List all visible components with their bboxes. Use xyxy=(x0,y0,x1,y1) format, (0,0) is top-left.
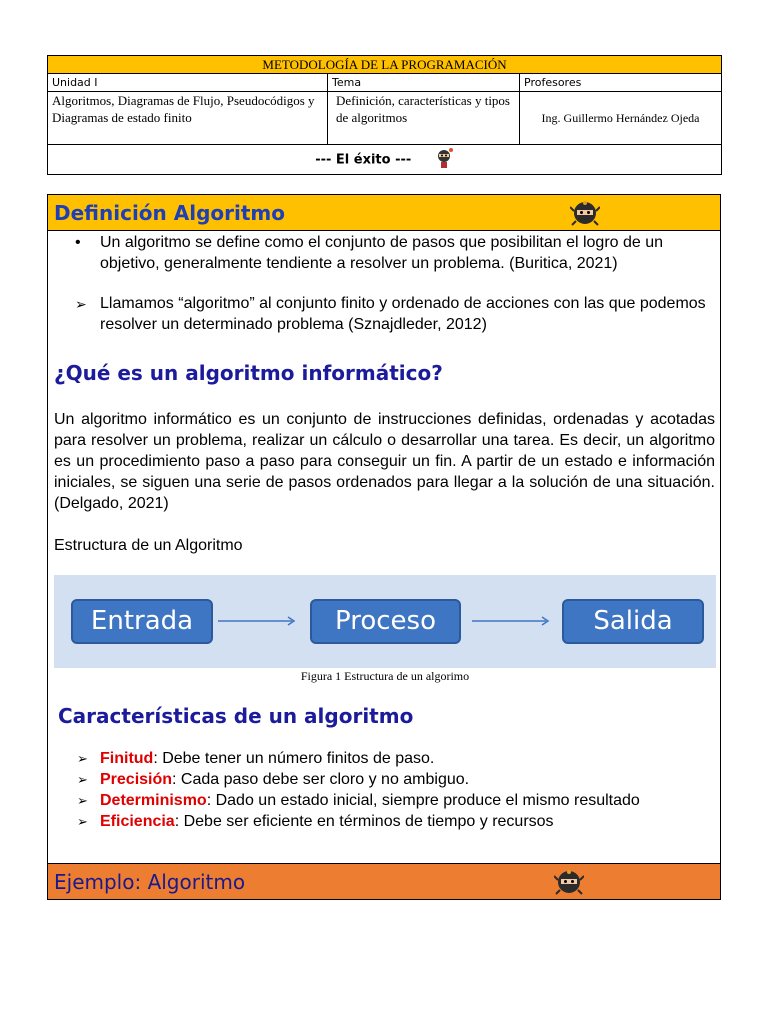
characteristic-term: Finitud xyxy=(100,750,154,767)
arrow-bullet-icon: ➢ xyxy=(77,751,88,766)
characteristic-term: Precisión xyxy=(100,771,173,788)
informatic-paragraph: Un algoritmo informático es un conjunto de instrucciones definidas, ordenadas y acotadas para resolver un problema, realizar un cálculo o desarrollar una tarea. Es decir, un algoritmo es un procedimiento paso a paso para conseguir un fin. A partir de un estado e información iniciales, se siguen una serie de pasos ordenados para llegar a la solución de una situación. (Delgado, 2021) xyxy=(54,411,715,512)
header-table xyxy=(47,55,722,175)
teachers-value: Ing. Guillermo Hernández Ojeda xyxy=(520,92,722,145)
characteristic-item xyxy=(100,748,434,769)
definition-bullet-1: Un algoritmo se define como el conjunto de pasos que posibilitan el logro de un objetivo, generalmente tendiente a resolver un problema. (Buritica, 2021) xyxy=(100,234,664,272)
definition-bullet-2: Llamamos “algoritmo” al conjunto finito y ordenado de acciones con las que podemos resolver un determinado problema (Sznajdleder, 2012) xyxy=(100,295,706,333)
ninja-mascot-icon xyxy=(436,147,454,173)
output-box: Salida xyxy=(562,599,704,644)
motto-text: --- El éxito --- xyxy=(315,152,412,167)
section-informatic-title: ¿Qué es un algoritmo informático? xyxy=(54,361,443,385)
process-box: Proceso xyxy=(310,599,461,644)
structure-label: Estructura de un Algoritmo xyxy=(54,537,243,554)
unit-value: Algoritmos, Diagramas de Flujo, Pseudocódigos y Diagramas de estado finito xyxy=(48,92,328,145)
teachers-label: Profesores xyxy=(520,74,722,92)
characteristic-term: Eficiencia xyxy=(100,813,175,830)
unit-label: Unidad I xyxy=(48,74,328,92)
section-definition-header xyxy=(48,195,720,231)
characteristic-item xyxy=(100,790,640,811)
characteristic-desc: : Debe ser eficiente en términos de tiempo y recursos xyxy=(174,813,554,830)
section-characteristics-title: Características de un algoritmo xyxy=(58,704,414,728)
characteristic-term: Determinismo xyxy=(100,792,207,809)
arrow-bullet-icon: ➢ xyxy=(77,793,88,808)
content-box xyxy=(47,194,721,900)
figure-caption: Figura 1 Estructura de un algorimo xyxy=(300,669,470,683)
algorithm-structure-figure xyxy=(54,575,716,668)
section-example-title: Ejemplo: Algoritmo xyxy=(54,870,246,894)
bullet-dot: • xyxy=(75,234,81,251)
topic-label: Tema xyxy=(328,74,520,92)
section-example-header xyxy=(48,863,720,899)
input-box: Entrada xyxy=(71,599,213,644)
arrow-bullet-icon: ➢ xyxy=(77,772,88,787)
header-title: METODOLOGÍA DE LA PROGRAMACIÓN xyxy=(48,56,722,74)
arrow-right-icon xyxy=(218,613,300,629)
characteristic-desc: : Cada paso debe ser cloro y no ambiguo. xyxy=(172,771,470,788)
characteristic-item xyxy=(100,769,469,790)
characteristic-item xyxy=(100,811,554,832)
arrow-bullet-icon: ➢ xyxy=(75,296,87,312)
arrow-bullet-icon: ➢ xyxy=(77,814,88,829)
motto-row xyxy=(48,145,722,175)
arrow-right-icon xyxy=(472,613,554,629)
characteristic-desc: : Dado un estado inicial, siempre produce el mismo resultado xyxy=(206,792,640,809)
topic-value: Definición, características y tipos de algoritmos xyxy=(328,92,520,145)
section-definition-title: Definición Algoritmo xyxy=(54,201,285,225)
characteristic-desc: : Debe tener un número finitos de paso. xyxy=(153,750,435,767)
ninja-mascot-icon xyxy=(554,868,584,907)
